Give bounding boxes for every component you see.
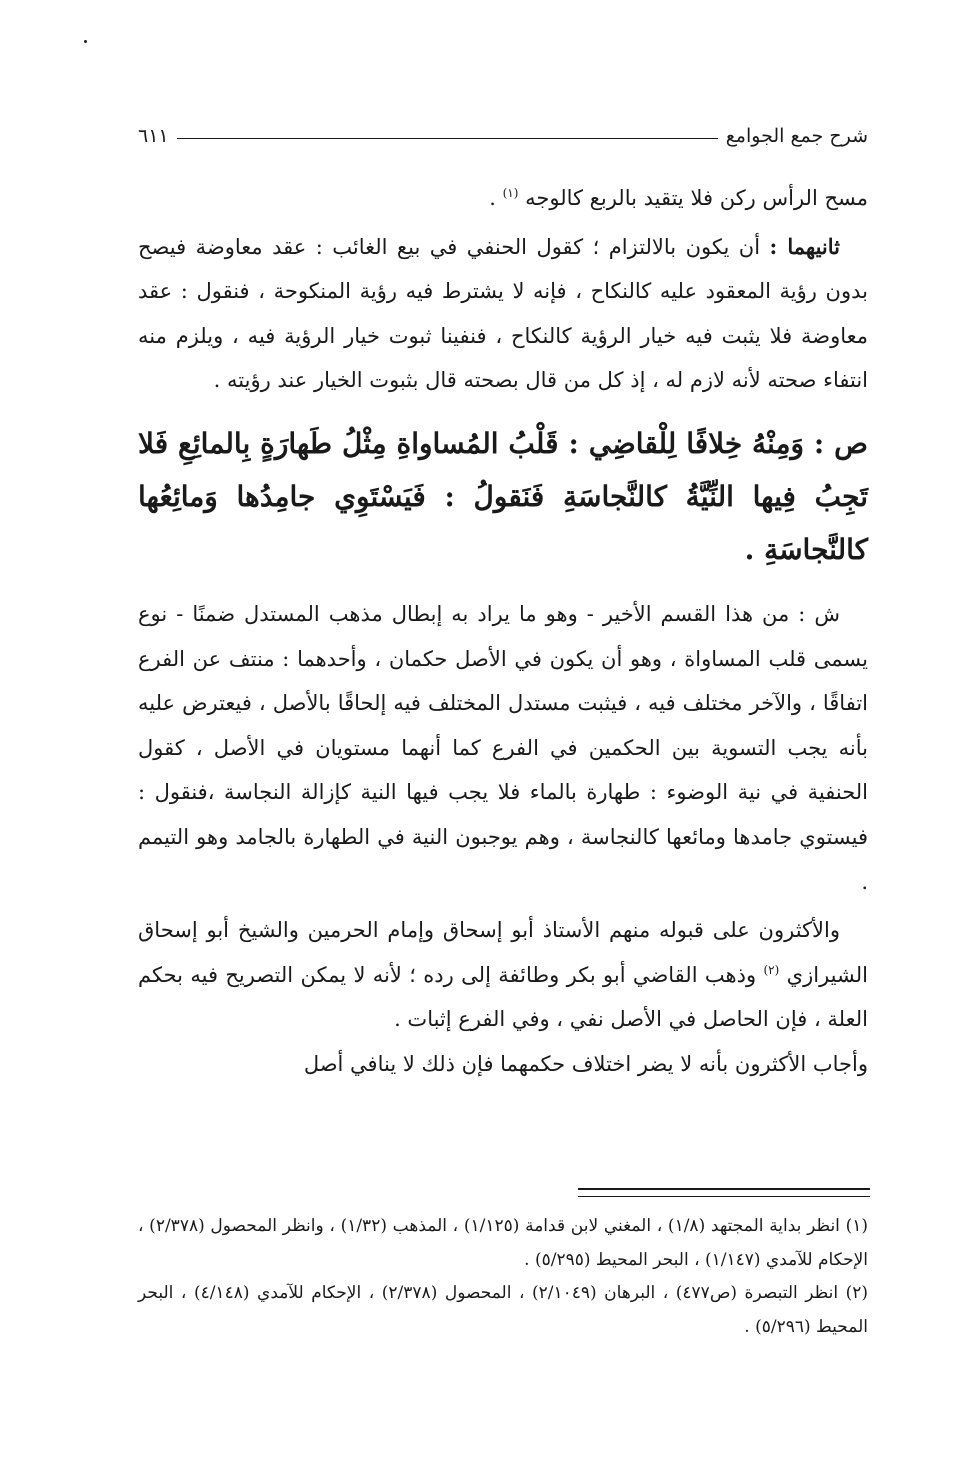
footnote-separator (578, 1188, 870, 1197)
sharh-paragraph: ش : من هذا القسم الأخير - وهو ما يراد به إبطال مذهب المستدل ضمنًا - نوع يسمى قلب المساواة ، وهو أن يكون في الأصل حكمان ، وأحدهما : منتف عن الفرع اتفاقًا ، والآخر مختلف فيه ، فيثبت مستدل المختلف فيه إلحاقًا بالأصل ، فيعترض عليه بأنه يجب التسوية بين الحكمين في الفرع كما أنهما مستويان في الأصل ، كقول الحنفية في نية الوضوء : طهارة بالماء فلا يجب فيها النية كإزالة النجاسة ،فنقول : فيستوي جامدها ومائعها كالنجاسة ، وهم يوجبون النية في الطهارة بالجامد وهو التيمم . (138, 601, 868, 894)
paragraph-2-text: أن يكون بالالتزام ؛ كقول الحنفي في بيع الغائب : عقد معاوضة فيصح بدون رؤية المعقود عليه كالنكاح ، فإنه لا يشترط فيه رؤية المنكوحة ، فنقول : عقد معاوضة فلا يثبت فيه خيار الرؤية كالنكاح ، فنفينا ثبوت خيار الرؤية فيه ، ويلزم منه انتفاء صحته لأنه لازم له ، إذ كل من قال بصحته قال بثبوت الخيار عند رؤيته . (138, 234, 868, 393)
paragraph-4-text-a: والأكثرون على قبوله منهم الأستاذ أبو إسحاق وإمام الحرمين والشيخ أبو إسحاق الشيرازي (138, 918, 868, 987)
footnote-2: (٢) انظر التبصرة (ص٤٧٧) ، البرهان (٢/١٠٤٩) ، المحصول (٢/٣٧٨) ، الإحكام للآمدي (٤/١٤٨) ، البحر المحيط (٥/٢٩٦) . (138, 1283, 868, 1337)
paragraph-2-lead: ثانيهما : (769, 233, 840, 259)
matn-text: ص : وَمِنْهُ خِلافًا لِلْقاضِي : قَلْبُ المُساواةِ مِثْلُ طَهارَةٍ بِالمائِعِ فَلا تَجِبُ فِيها النِّيَّةُ كالنَّجاسَةِ فَنَقولُ : فَيَسْتَوِي جامِدُها وَمائِعُها كالنَّجاسَةِ . (138, 426, 868, 566)
footnote-1: (١) انظر بداية المجتهد (١/٨) ، المغني لابن قدامة (١/١٢٥) ، المذهب (١/٣٢) ، وانظر المحصول (٢/٣٧٨) ، الإحكام للآمدي (١/١٤٧) ، البحر المحيط (٥/٢٩٥) . (138, 1216, 869, 1270)
footnote-ref-1[interactable]: (١) (502, 186, 519, 200)
header-rule (177, 138, 718, 139)
paragraph-1 (138, 176, 868, 221)
running-header (138, 118, 868, 154)
paragraph-1-end: . (489, 186, 503, 210)
footnote-ref-2[interactable]: (٢) (763, 962, 780, 977)
paragraph-2 (138, 225, 868, 403)
page-number: ٦١١ (138, 125, 169, 147)
paragraph-4-text-b: وذهب القاضي أبو بكر وطائفة إلى رده ؛ لأنه لا يمكن التصريح فيه بحكم العلة ، فإن الحاصل في الأصل نفي ، وفي الفرع إثبات . (138, 962, 868, 1032)
scan-speck (84, 40, 87, 43)
paragraph-5: وأجاب الأكثرون بأنه لا يضر اختلاف حكمهما فإن ذلك لا ينافي أصل (303, 1051, 868, 1076)
paragraph-1-text: مسح الرأس ركن فلا يتقيد بالربع كالوجه (525, 186, 868, 210)
paragraph-4 (138, 908, 868, 1042)
main-text (138, 176, 868, 1087)
footnotes (138, 1210, 868, 1344)
book-title: شرح جمع الجوامع (725, 125, 868, 147)
